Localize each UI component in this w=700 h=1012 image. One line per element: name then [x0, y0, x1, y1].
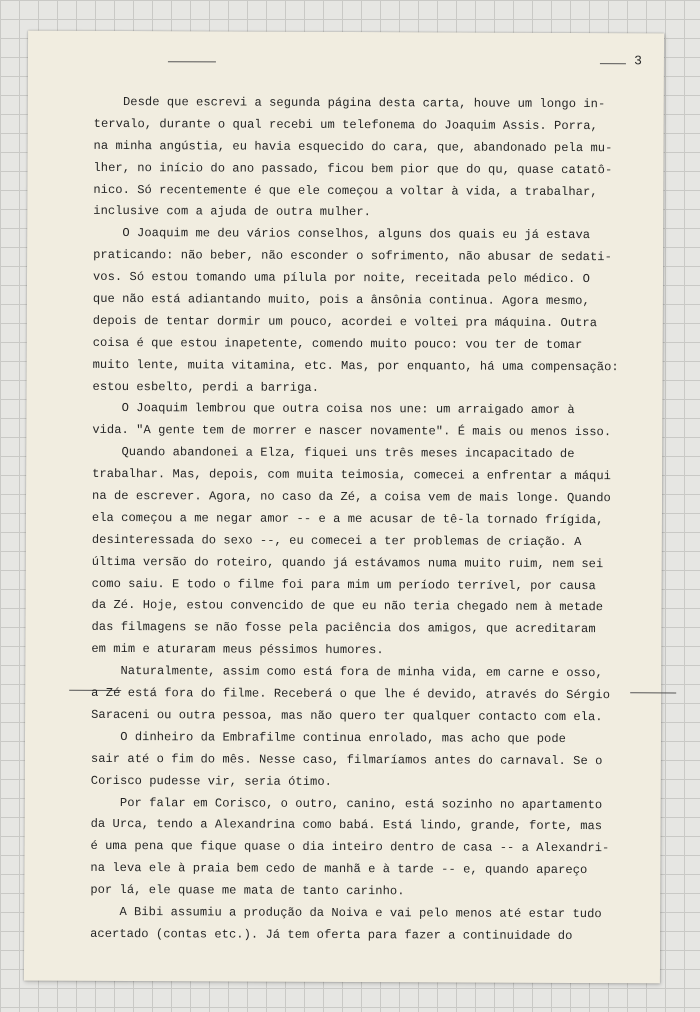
text-line: última versão do roteiro, quando já estávamos numa muito ruim, nem sei — [91, 554, 604, 571]
text-line: Desde que escrevi a segunda página desta carta, houve um longo in- — [93, 94, 606, 112]
letter-body — [90, 92, 654, 948]
page-number: 3 — [634, 53, 642, 69]
text-line: praticando: não beber, não esconder o sofrimento, não abusar de sedati- — [93, 248, 612, 265]
text-line: vida. "A gente tem de morrer e nascer novamente". É mais ou menos isso. — [92, 423, 612, 440]
text-line: a Zé está fora do filme. Receberá o que lhe é devido, através do Sérgio — [91, 685, 611, 703]
text-line: lher, no início do ano passado, ficou bem pior que do qu, quase catatô- — [93, 160, 613, 177]
letter-page — [24, 31, 664, 984]
text-line: Por falar em Corisco, o outro, canino, está sozinho no apartamento — [90, 795, 603, 812]
text-line: da Urca, tendo a Alexandrina como babá. Está lindo, grande, forte, mas — [90, 817, 603, 834]
text-line: das filmagens se não fosse pela paciência dos amigos, que acreditaram — [91, 620, 596, 637]
page-number-rule — [600, 63, 626, 64]
text-line: desinteressada do sexo --, eu comecei a ter problemas de criação. A — [91, 532, 582, 549]
text-line: na leva ele à praia bem cedo de manhã e à tarde -- e, quando apareço — [90, 861, 588, 878]
text-line: em mim e aturaram meus péssimos humores. — [91, 642, 384, 658]
text-line: muito lente, muita vitamina, etc. Mas, por enquanto, há uma compensação: — [92, 357, 619, 374]
text-line: inclusive com a ajuda de outra mulher. — [93, 204, 372, 220]
text-line: da Zé. Hoje, estou convencido de que eu não teria chegado nem à metade — [91, 598, 604, 615]
text-line: é uma pena que fique quase o dia inteiro dentro de casa -- a Alexandri- — [90, 839, 610, 856]
page-header-rule — [168, 61, 216, 62]
text-line: estou esbelto, perdi a barriga. — [92, 379, 320, 395]
text-line: coisa é que estou inapetente, comendo muito pouco: vou ter de tomar — [92, 335, 583, 352]
text-line: Quando abandonei a Elza, fiquei uns três meses incapacitado de — [92, 445, 575, 462]
text-line: Saraceni ou outra pessoa, mas não quero ter qualquer contacto com ela. — [91, 707, 603, 725]
text-line: por lá, ele quase me mata de tanto carinho. — [90, 882, 405, 899]
text-line: vos. Só estou tomando uma pílula por noite, receitada pelo médico. O — [92, 270, 590, 287]
text-line: nico. Só recentemente é que ele começou a voltar à vida, a trabalhar, — [93, 182, 598, 199]
text-line: ela começou a me negar amor -- e a me acusar de tê-la tornado frígida, — [91, 510, 604, 528]
text-line: Corisco pudesse vir, seria ótimo. — [90, 773, 332, 789]
text-line: depois de tentar dormir um pouco, acordei e voltei pra máquina. Outra — [92, 313, 598, 331]
text-line: na minha angústia, eu havia esquecido do cara, que, abandonado pela mu- — [93, 138, 613, 155]
text-line: Naturalmente, assim como está fora de minha vida, em carne e osso, — [91, 664, 603, 681]
text-line: O dinheiro da Embrafilme continua enrolado, mas acho que pode — [90, 729, 567, 746]
text-line: O Joaquim lembrou que outra coisa nos une: um arraigado amor à — [92, 401, 575, 418]
text-line: na de escrever. Agora, no caso da Zé, a coisa vem de mais longe. Quando — [92, 488, 611, 506]
text-line: sair até o fim do mês. Nesse caso, filmaríamos antes do carnaval. Se o — [90, 751, 603, 768]
text-line: que não está adiantando muito, pois a ânsônia continua. Agora mesmo, — [92, 291, 590, 309]
text-line: trabalhar. Mas, depois, com muita teimosia, comecei a enfrentar a máqui — [92, 467, 611, 484]
text-line: O Joaquim me deu vários conselhos, alguns dos quais eu já estava — [93, 226, 591, 243]
text-line: tervalo, durante o qual recebi um telefonema do Joaquim Assis. Porra, — [93, 116, 598, 133]
text-line: como saiu. E todo o filme foi para mim um período terrível, por causa — [91, 576, 596, 593]
text-line: acertado (contas etc.). Já tem oferta para fazer a continuidade do — [90, 926, 573, 943]
text-line: A Bibi assumiu a produção da Noiva e vai pelo menos até estar tudo — [90, 904, 602, 922]
